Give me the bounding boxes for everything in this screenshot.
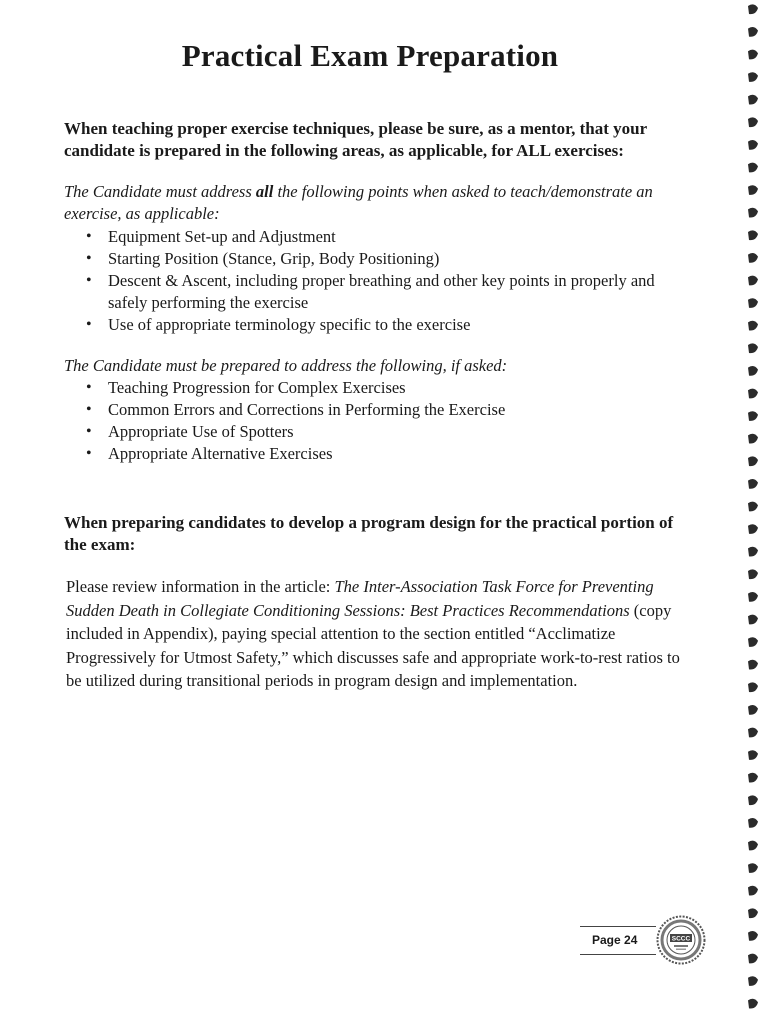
section2-list xyxy=(86,377,686,465)
binding-ring xyxy=(748,954,758,964)
binding-ring xyxy=(748,976,758,986)
binding-ring xyxy=(748,72,758,82)
section1-lead-text-b: the following points when asked to teach/demonstrate an exercise, as applicable: xyxy=(64,182,653,223)
binding-ring xyxy=(748,434,758,444)
binding-ring xyxy=(748,411,758,421)
binding-ring xyxy=(748,728,758,738)
section1-lead-text-a: The Candidate must address xyxy=(64,182,256,201)
binding-ring xyxy=(748,773,758,783)
binding-ring xyxy=(748,479,758,489)
binding-ring xyxy=(748,841,758,851)
binding-ring xyxy=(748,163,758,173)
binding-rings xyxy=(748,4,758,1008)
spiral-binding xyxy=(738,0,768,1024)
program-design-heading: When preparing candidates to develop a program design for the practical portion of the exam: xyxy=(64,513,674,554)
binding-ring xyxy=(748,276,758,286)
list-item: • Common Errors and Corrections in Performing the Exercise xyxy=(86,399,686,421)
review-text-b: (copy included in Appendix), paying special attention to the section entitled “Acclimatize Progressively for Utmost Safety,” which discusses safe and appropriate work-to-rest ratios to be utilized during transitional periods in program design and implementation. xyxy=(66,600,680,690)
binding-ring xyxy=(748,456,758,466)
binding-ring xyxy=(748,592,758,602)
seal-text: SCCC xyxy=(671,935,691,943)
review-paragraph xyxy=(66,575,686,693)
binding-ring xyxy=(748,705,758,715)
section1-lead xyxy=(64,181,704,225)
page-number: Page 24 xyxy=(592,933,638,947)
binding-ring xyxy=(748,524,758,534)
intro-paragraph: When teaching proper exercise techniques, please be sure, as a mentor, that your candidate is prepared in the following areas, as applicable, for ALL exercises: xyxy=(64,119,647,160)
list-item: • Descent & Ascent, including proper breathing and other key points in properly and safely performing the exercise xyxy=(86,270,686,314)
list-item: • Appropriate Use of Spotters xyxy=(86,421,686,443)
binding-ring xyxy=(748,818,758,828)
binding-ring xyxy=(748,230,758,240)
binding-ring xyxy=(748,502,758,512)
section1-lead-emphasis: all xyxy=(255,182,274,201)
review-text-a: Please review information in the article: xyxy=(66,577,335,596)
footer-rule-top xyxy=(580,926,656,927)
list-item: • Equipment Set-up and Adjustment xyxy=(86,226,686,248)
binding-ring xyxy=(748,95,758,105)
binding-ring xyxy=(748,321,758,331)
section1-list xyxy=(86,226,686,336)
section2-lead: The Candidate must be prepared to address the following, if asked: xyxy=(64,356,508,375)
binding-ring xyxy=(748,27,758,37)
list-item: • Starting Position (Stance, Grip, Body Positioning) xyxy=(86,248,686,270)
binding-ring xyxy=(748,4,758,14)
binding-ring xyxy=(748,343,758,353)
binding-ring xyxy=(748,298,758,308)
list-item: • Appropriate Alternative Exercises xyxy=(86,443,686,465)
binding-ring xyxy=(748,389,758,399)
binding-ring xyxy=(748,908,758,918)
sccc-seal-icon xyxy=(656,915,706,965)
binding-ring xyxy=(748,253,758,263)
binding-ring xyxy=(748,637,758,647)
binding-ring xyxy=(748,863,758,873)
binding-ring xyxy=(748,547,758,557)
binding-ring xyxy=(748,931,758,941)
binding-ring xyxy=(748,615,758,625)
binding-ring xyxy=(748,682,758,692)
binding-ring xyxy=(748,366,758,376)
binding-ring xyxy=(748,660,758,670)
binding-ring xyxy=(748,795,758,805)
footer-rule-bottom xyxy=(580,954,656,955)
binding-ring xyxy=(748,208,758,218)
binding-ring xyxy=(748,140,758,150)
article-title: The Inter-Association Task Force for Preventing Sudden Death in Collegiate Conditioning Sessions: Best Practices Recommendations xyxy=(66,577,654,620)
page-title: Practical Exam Preparation xyxy=(181,38,559,73)
binding-ring xyxy=(748,117,758,127)
list-item: • Use of appropriate terminology specific to the exercise xyxy=(86,314,686,336)
binding-ring xyxy=(748,185,758,195)
binding-ring xyxy=(748,569,758,579)
binding-ring xyxy=(748,50,758,60)
binding-ring xyxy=(748,750,758,760)
list-item: • Teaching Progression for Complex Exercises xyxy=(86,377,686,399)
binding-ring xyxy=(748,999,758,1009)
binding-ring xyxy=(748,886,758,896)
